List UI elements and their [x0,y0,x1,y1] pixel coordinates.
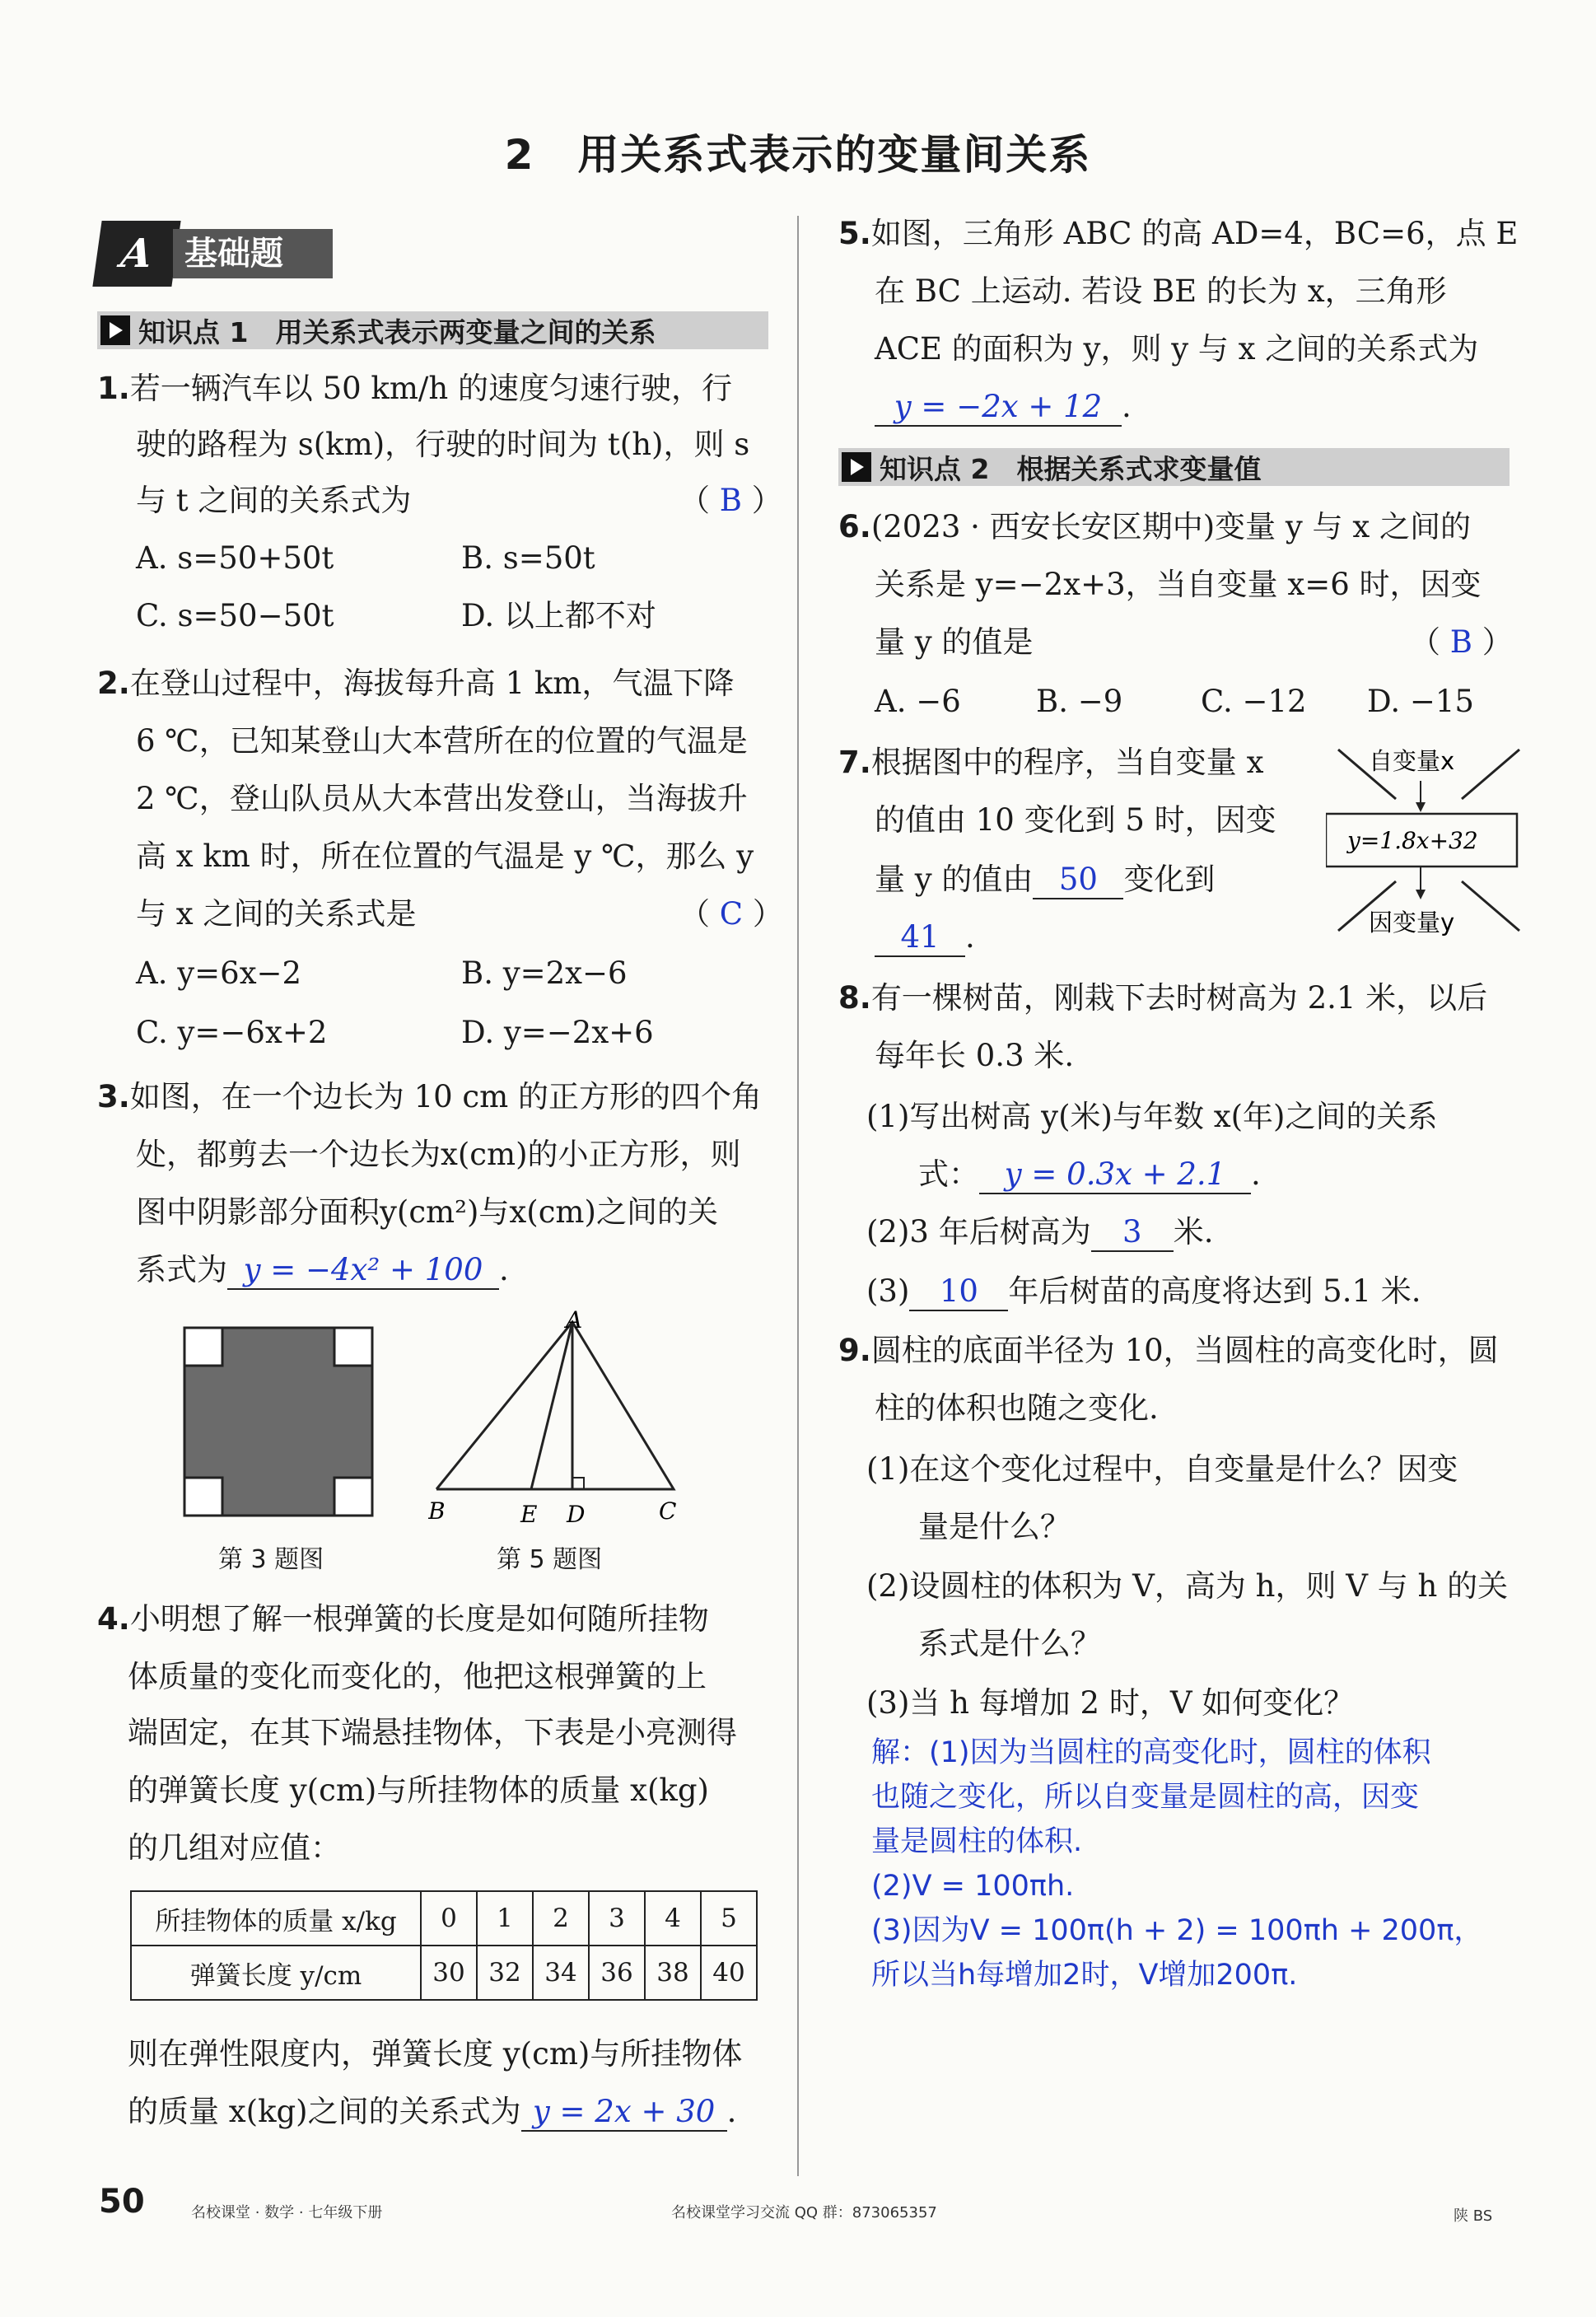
knowledge-point-2 [838,448,1510,486]
table-cell: 0 [421,1891,477,1946]
label-a: A [566,1310,583,1334]
q8-part-2a: (2)3 年后树高为 [866,1214,1091,1250]
q2-num: 2. [97,666,130,701]
q3-line-2: 图中阴影部分面积y(cm²)与x(cm)之间的关 [136,1194,718,1230]
q1-option-b: B. s=50t [461,540,595,576]
table-cell: 34 [533,1946,589,2000]
q4-line-0: 小明想了解一根弹簧的长度是如何随所挂物 [129,1601,709,1637]
q3-line-0: 如图，在一个边长为 10 cm 的正方形的四个角 [129,1079,762,1114]
q8-part-2b: 米. [1173,1214,1214,1250]
q8-part-3b: 年后树苗的高度将达到 5.1 米. [1008,1273,1421,1309]
program-diagram [1326,733,1532,947]
q9-solution-0: 解：(1)因为当圆柱的高变化时，圆柱的体积 [871,1736,1431,1769]
table-cell: 38 [645,1946,701,2000]
figure-5-triangle [428,1310,700,1532]
q5-line-2: ACE 的面积为 y，则 y 与 x 之间的关系式为 [875,331,1479,367]
q7-line-1: 的值由 10 变化到 5 时，因变 [875,802,1276,838]
figure-5-caption: 第 5 题图 [497,1545,603,1574]
q2-answer: C [719,896,744,932]
q2-line-2: 2 ℃，登山队员从大本营出发登山，当海拔升 [136,781,748,816]
q4-line-4: 的几组对应值： [128,1830,341,1866]
play-triangle-icon [842,452,871,482]
q7-line-2: 量 y 的值由 [875,862,1034,897]
q3-num: 3. [97,1079,130,1114]
q1-num: 1. [97,371,130,406]
footer-right: 陕 BS [1454,2207,1493,2225]
q2-option-c: C. y=−6x+2 [136,1015,328,1050]
q9-line-0: 圆柱的底面半径为 10，当圆柱的高变化时，圆 [870,1333,1499,1368]
q6-option-d: D. −15 [1367,684,1474,719]
column-divider [797,216,799,2176]
q6-answer: B [1449,624,1472,660]
q7-line-0: 根据图中的程序，当自变量 x [870,745,1264,780]
q6-line-2: 量 y 的值是 [875,624,1034,660]
spring-table [130,1890,758,2001]
q8-part-1: (1)写出树高 y(米)与年数 x(年)之间的关系 [866,1099,1438,1134]
q1-option-a: A. s=50+50t [136,540,334,576]
table-cell: 5 [701,1891,757,1946]
q2-option-a: A. y=6x−2 [136,955,302,991]
diagram-input: 自变量x [1369,747,1455,775]
q3-answer: y = −4x² + 100 [227,1252,499,1290]
play-triangle-icon [100,315,130,345]
table-cell: 4 [645,1891,701,1946]
q4-line-2: 端固定，在其下端悬挂物体，下表是小亮测得 [128,1715,737,1750]
q4-answer: y = 2x + 30 [521,2094,727,2132]
q2-option-b: B. y=2x−6 [461,955,628,991]
q6-line-0: (2023 · 西安长安区期中)变量 y 与 x 之间的 [870,509,1471,544]
q6-line-1: 关系是 y=−2x+3，当自变量 x=6 时，因变 [875,567,1482,602]
q4-num: 4. [97,1601,130,1637]
q5-num: 5. [838,216,871,251]
table-cell: 3 [589,1891,645,1946]
q4-after-0: 则在弹性限度内，弹簧长度 y(cm)与所挂物体 [128,2036,743,2072]
q9-part-4: (3)当 h 每增加 2 时，V 如何变化？ [866,1685,1355,1721]
figure-3-square [183,1326,374,1517]
section-badge [97,221,336,287]
q1-answer: B [719,483,742,518]
q8-part-1b: 式： [918,1156,979,1192]
q3-line-3: 系式为 [136,1252,227,1287]
q8-part-3a: (3) [866,1273,910,1309]
q6-option-c: C. −12 [1201,684,1307,719]
table-row-label: 所挂物体的质量 x/kg [131,1891,421,1946]
table-cell: 30 [421,1946,477,2000]
q6-num: 6. [838,509,871,544]
label-c: C [659,1497,677,1525]
q2-line-1: 6 ℃，已知某登山大本营所在的位置的气温是 [136,723,748,759]
q1-line-2: 与 t 之间的关系式为 [136,483,412,518]
diagram-formula: y=1.8x+32 [1347,827,1478,854]
q6-option-a: A. −6 [875,684,961,719]
q5-line-0: 如图，三角形 ABC 的高 AD=4，BC=6，点 E [870,216,1519,251]
diagram-output: 因变量y [1369,909,1455,937]
label-d: D [567,1501,586,1528]
footer-left: 名校课堂 · 数学 · 七年级下册 [191,2204,383,2221]
q2-line-3: 高 x km 时，所在位置的气温是 y ℃，那么 y [136,839,754,874]
q7-num: 7. [838,745,871,780]
q8-num: 8. [838,980,871,1016]
badge-label: 基础题 [173,229,333,278]
q8-answer-2: 3 [1091,1214,1174,1252]
kp1-label: 知识点 1 用关系式表示两变量之间的关系 [138,315,656,348]
q8-answer-1: y = 0.3x + 2.1 [979,1156,1251,1194]
q5-line-1: 在 BC 上运动. 若设 BE 的长为 x，三角形 [875,273,1447,309]
q9-part-3: 系式是什么？ [918,1626,1101,1661]
page-title: 2 用关系式表示的变量间关系 [504,131,1092,179]
page-number: 50 [99,2183,145,2221]
q4-after-1: 的质量 x(kg)之间的关系式为 [128,2094,521,2129]
q7-answer-1: 50 [1033,862,1123,899]
table-row [131,1891,757,1946]
q9-line-1: 柱的体积也随之变化. [875,1390,1159,1426]
q1-line-1: 驶的路程为 s(km)，行驶的时间为 t(h)，则 s [136,427,750,462]
footer-center: 名校课堂学习交流 QQ 群：873065357 [671,2204,937,2221]
table-row-label: 弹簧长度 y/cm [131,1946,421,2000]
figure-3-caption: 第 3 题图 [218,1545,324,1574]
knowledge-point-1 [97,311,768,349]
q4-line-3: 的弹簧长度 y(cm)与所挂物体的质量 x(kg) [128,1773,709,1808]
q4-line-1: 体质量的变化而变化的，他把这根弹簧的上 [128,1659,707,1694]
q7-answer-2: 41 [875,919,965,957]
q8-line-0: 有一棵树苗，刚栽下去时树高为 2.1 米，以后 [870,980,1488,1016]
table-cell: 1 [477,1891,533,1946]
q8-line-1: 每年长 0.3 米. [875,1038,1075,1073]
table-cell: 36 [589,1946,645,2000]
q9-solution-2: 量是圆柱的体积. [871,1825,1083,1858]
q9-solution-5: 所以当h每增加2时，V增加200π. [871,1959,1298,1992]
q6-option-b: B. −9 [1036,684,1123,719]
q9-solution-3: (2)V = 100πh. [871,1870,1075,1903]
label-b: B [428,1497,446,1525]
q2-line-0: 在登山过程中，海拔每升高 1 km，气温下降 [129,666,735,701]
q7-line-3: 变化到 [1123,862,1216,897]
label-e: E [520,1501,538,1528]
q9-part-2: (2)设圆柱的体积为 V，高为 h，则 V 与 h 的关 [866,1568,1509,1604]
table-row [131,1946,757,2000]
table-cell: 32 [477,1946,533,2000]
q1-option-c: C. s=50−50t [136,598,334,633]
q1-option-d: D. 以上都不对 [461,598,656,633]
q9-part-1: 量是什么？ [918,1509,1071,1544]
q9-num: 9. [838,1333,871,1368]
q5-answer: y = −2x + 12 [875,389,1122,427]
table-cell: 40 [701,1946,757,2000]
q2-line-4: 与 x 之间的关系式是 [136,896,417,932]
badge-letter: A [92,221,180,287]
kp2-label: 知识点 2 根据关系式求变量值 [880,452,1262,485]
q8-answer-3: 10 [909,1273,1008,1311]
q9-part-0: (1)在这个变化过程中，自变量是什么？因变 [866,1451,1458,1487]
q2-option-d: D. y=−2x+6 [461,1015,654,1050]
q9-solution-1: 也随之变化，所以自变量是圆柱的高，因变 [871,1781,1420,1814]
q9-solution-4: (3)因为V = 100π(h + 2) = 100πh + 200π， [871,1914,1483,1947]
q3-line-1: 处，都剪去一个边长为x(cm)的小正方形，则 [136,1137,741,1172]
table-cell: 2 [533,1891,589,1946]
q1-line-0: 若一辆汽车以 50 km/h 的速度匀速行驶，行 [129,371,732,406]
